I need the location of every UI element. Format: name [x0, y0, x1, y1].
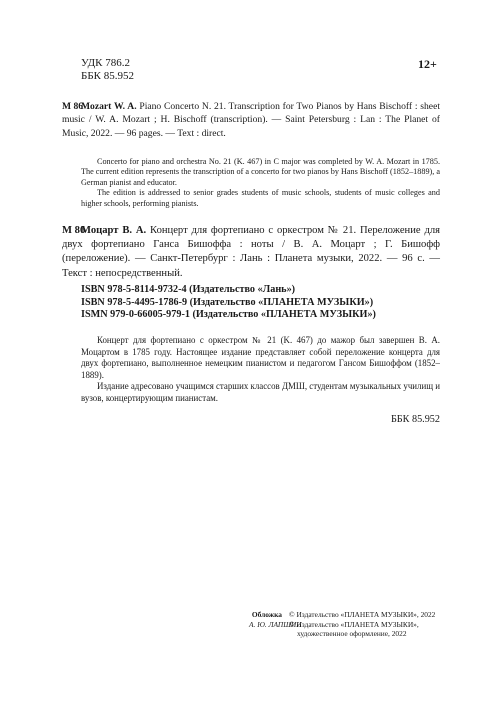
entry-author: Моцарт В. А. — [81, 225, 147, 236]
entry-code: М 86 — [62, 225, 86, 236]
bbk-code-bottom: ББК 85.952 — [390, 414, 440, 425]
copyright-line: художественное оформление, 2022 — [297, 629, 407, 639]
cover-credit — [249, 610, 302, 629]
entry-code: М 86 — [62, 101, 84, 112]
copyright-line: © Издательство «ПЛАНЕТА МУЗЫКИ», — [289, 619, 419, 629]
catalog-entry-ru — [62, 224, 440, 281]
classification-block — [81, 57, 134, 83]
annotation-paragraph: Концерт для фортепиано с оркестром № 21 (K. 467) до мажор был завершен В. А. Моцартом в 1785 году. Настоящее издание представляет собой переложение концерта для двух фортепиано, выполненное немецким пианистом и педагогом Гансом Бишоффом (1852–1889). — [81, 335, 440, 380]
copyright-block — [289, 610, 469, 639]
udk-code: УДК 786.2 — [81, 57, 131, 69]
entry-description: Концерт для фортепиано с оркестром № 21. Переложение для двух фортепиано Ганса Бишоффа : ноты / В. А. Моцарт ; Г. Бишофф (переложение). — Санкт-Петербург : Лань : Планета музыки, 2022. — 96 с. — Текст : непосредственный. — [62, 225, 440, 279]
bbk-code: ББК 85.952 — [81, 70, 134, 82]
annotation-paragraph: Издание адресовано учащимся старших классов ДМШ, студентам музыкальных училищ и вузов, концертирующим пианистам. — [81, 381, 441, 403]
isbn-block — [81, 284, 376, 322]
annotation-ru — [81, 335, 440, 405]
cover-illustrator: А. Ю. ЛАПШИН — [249, 619, 302, 629]
copyright-line: © Издательство «ПЛАНЕТА МУЗЫКИ», 2022 — [289, 610, 436, 619]
ismn-line: ISMN 979-0-66005-979-1 (Издательство «ПЛАНЕТА МУЗЫКИ») — [81, 309, 376, 321]
entry-author: Mozart W. A. — [81, 101, 137, 112]
annotation-paragraph: The edition is addressed to senior grades students of music schools, students of music colleges and higher schools, performing pianists. — [81, 188, 440, 208]
isbn-line: ISBN 978-5-8114-9732-4 (Издательство «Лань») — [81, 284, 296, 295]
entry-description: Piano Concerto N. 21. Transcription for Two Pianos by Hans Bischoff : sheet music / W. A. Mozart ; H. Bischoff (transcription). — Saint Petersburg : Lan : The Planet of Music, 2022. — 96 pages. — Text : direct. — [62, 101, 440, 139]
age-rating: 12+ — [418, 57, 437, 71]
annotation-en — [81, 157, 440, 209]
isbn-line: ISBN 978-5-4495-1786-9 (Издательство «ПЛАНЕТА МУЗЫКИ») — [81, 296, 374, 308]
catalog-entry-en — [62, 100, 440, 140]
cover-label: Обложка — [251, 610, 282, 619]
annotation-paragraph: Concerto for piano and orchestra No. 21 (K. 467) in C major was completed by W. A. Mozart in 1785. The current edition represents the transcription of a concerto for two pianos by Hans Bischoff (1852–1889), a German pianist and educator. — [81, 157, 440, 187]
